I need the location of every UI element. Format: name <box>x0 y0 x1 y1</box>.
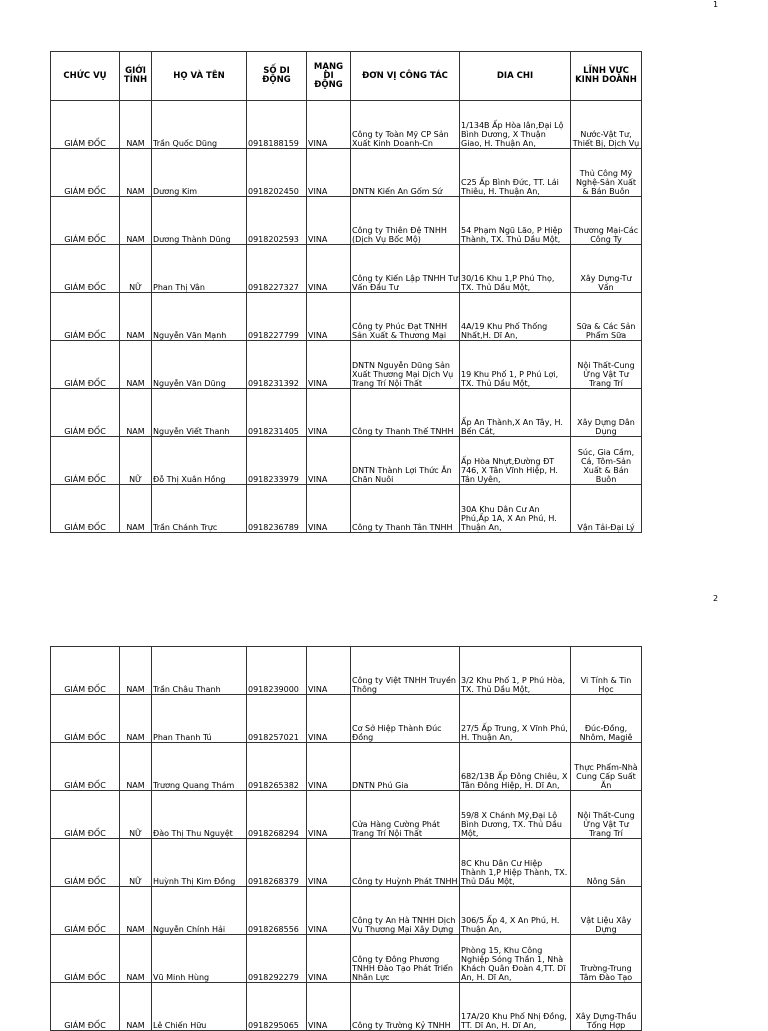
cell-linh-vuc: Sữa & Các Sản Phẩm Sữa <box>571 293 642 341</box>
cell-mang-di-dong: VINA <box>307 485 351 533</box>
cell-don-vi-cong-tac: Công ty An Hà TNHH Dịch Vụ Thương Mại Xây Dựng <box>351 887 460 935</box>
cell-gioi-tinh: NAM <box>120 149 152 197</box>
cell-dia-chi: 30/16 Khu 1,P Phú Thọ, TX. Thủ Dầu Một, <box>460 245 571 293</box>
cell-so-di-dong: 0918268379 <box>247 839 307 887</box>
cell-don-vi-cong-tac: Cửa Hàng Cường Phát Trang Trí Nội Thất <box>351 791 460 839</box>
cell-so-di-dong: 0918292279 <box>247 935 307 983</box>
cell-dia-chi: 1/134B Ấp Hòa lân,Đại Lộ Bình Dương, X Thuận Giao, H. Thuận An, <box>460 101 571 149</box>
cell-dia-chi: C25 Ấp Bình Đức, TT. Lái Thiêu, H. Thuận An, <box>460 149 571 197</box>
cell-chuc-vu: GIÁM ĐỐC <box>51 437 120 485</box>
cell-ho-va-ten: Trần Quốc Dũng <box>152 101 247 149</box>
header-ho-va-ten: HỌ VÀ TÊN <box>152 52 247 101</box>
table-row <box>51 437 642 485</box>
table-row <box>51 839 642 887</box>
cell-don-vi-cong-tac: DNTN Phú Gia <box>351 743 460 791</box>
contact-table-page-2 <box>50 646 642 1031</box>
page-number: 2 <box>713 594 719 603</box>
cell-gioi-tinh: NAM <box>120 101 152 149</box>
cell-chuc-vu: GIÁM ĐỐC <box>51 887 120 935</box>
cell-linh-vuc: Xây Dựng-Tư Vấn <box>571 245 642 293</box>
table-row <box>51 389 642 437</box>
cell-linh-vuc: Thực Phẩm-Nhà Cung Cấp Suất Ăn <box>571 743 642 791</box>
cell-chuc-vu: GIÁM ĐỐC <box>51 245 120 293</box>
cell-so-di-dong: 0918202450 <box>247 149 307 197</box>
header-linh-vuc-kinh-doanh: LĨNH VỰC KINH DOANH <box>571 52 642 101</box>
cell-gioi-tinh: NAM <box>120 341 152 389</box>
cell-gioi-tinh: NAM <box>120 197 152 245</box>
cell-so-di-dong: 0918257021 <box>247 695 307 743</box>
cell-mang-di-dong: VINA <box>307 647 351 695</box>
cell-ho-va-ten: Nguyễn Viết Thanh <box>152 389 247 437</box>
cell-mang-di-dong: VINA <box>307 245 351 293</box>
cell-so-di-dong: 0918188159 <box>247 101 307 149</box>
cell-mang-di-dong: VINA <box>307 935 351 983</box>
cell-gioi-tinh: NAM <box>120 935 152 983</box>
cell-gioi-tinh: NỮ <box>120 245 152 293</box>
table-row <box>51 791 642 839</box>
header-mang-di-dong: MẠNG DI ĐỘNG <box>307 52 351 101</box>
cell-mang-di-dong: VINA <box>307 341 351 389</box>
cell-linh-vuc: Xây Dựng Dân Dụng <box>571 389 642 437</box>
cell-chuc-vu: GIÁM ĐỐC <box>51 149 120 197</box>
cell-linh-vuc: Súc, Gia Cầm, Cá, Tôm-Sản Xuất & Bán Buôn <box>571 437 642 485</box>
cell-mang-di-dong: VINA <box>307 389 351 437</box>
cell-so-di-dong: 0918236789 <box>247 485 307 533</box>
cell-don-vi-cong-tac: Cơ Sở Hiệp Thành Đúc Đồng <box>351 695 460 743</box>
cell-chuc-vu: GIÁM ĐỐC <box>51 293 120 341</box>
cell-mang-di-dong: VINA <box>307 887 351 935</box>
cell-ho-va-ten: Phan Thanh Tú <box>152 695 247 743</box>
cell-linh-vuc: Trường-Trung Tâm Đào Tạo <box>571 935 642 983</box>
cell-linh-vuc: Nông Sản <box>571 839 642 887</box>
cell-so-di-dong: 0918265382 <box>247 743 307 791</box>
cell-chuc-vu: GIÁM ĐỐC <box>51 935 120 983</box>
cell-mang-di-dong: VINA <box>307 293 351 341</box>
cell-don-vi-cong-tac: DNTN Kiến An Gốm Sứ <box>351 149 460 197</box>
header-chuc-vu: CHỨC VỤ <box>51 52 120 101</box>
cell-gioi-tinh: NAM <box>120 695 152 743</box>
cell-don-vi-cong-tac: Công ty Trường Kỷ TNHH <box>351 983 460 1031</box>
cell-chuc-vu: GIÁM ĐỐC <box>51 101 120 149</box>
cell-so-di-dong: 0918239000 <box>247 647 307 695</box>
cell-mang-di-dong: VINA <box>307 983 351 1031</box>
cell-ho-va-ten: Trần Chánh Trực <box>152 485 247 533</box>
cell-don-vi-cong-tac: Công ty Phúc Đạt TNHH Sản Xuất & Thương Mại <box>351 293 460 341</box>
cell-linh-vuc: Nội Thất-Cung Ứng Vật Tư Trang Trí <box>571 791 642 839</box>
table-row <box>51 293 642 341</box>
cell-so-di-dong: 0918233979 <box>247 437 307 485</box>
cell-linh-vuc: Thương Mại-Các Công Ty <box>571 197 642 245</box>
cell-don-vi-cong-tac: DNTN Thành Lợi Thức Ăn Chăn Nuôi <box>351 437 460 485</box>
cell-gioi-tinh: NỮ <box>120 839 152 887</box>
cell-chuc-vu: GIÁM ĐỐC <box>51 791 120 839</box>
cell-ho-va-ten: Phan Thị Vân <box>152 245 247 293</box>
cell-dia-chi: 54 Phạm Ngũ Lão, P Hiệp Thành, TX. Thủ Dầu Một, <box>460 197 571 245</box>
cell-don-vi-cong-tac: Công ty Thanh Thế TNHH <box>351 389 460 437</box>
cell-ho-va-ten: Dương Kim <box>152 149 247 197</box>
header-so-di-dong: SỐ DI ĐỘNG <box>247 52 307 101</box>
cell-linh-vuc: Nội Thất-Cung Ứng Vật Tư Trang Trí <box>571 341 642 389</box>
cell-mang-di-dong: VINA <box>307 839 351 887</box>
cell-mang-di-dong: VINA <box>307 743 351 791</box>
cell-dia-chi: Phòng 15, Khu Công Nghiệp Sóng Thần 1, Nhà Khách Quân Đoàn 4,TT. Dĩ An, H. Dĩ An, <box>460 935 571 983</box>
cell-gioi-tinh: NAM <box>120 485 152 533</box>
table-row <box>51 245 642 293</box>
table-row <box>51 695 642 743</box>
cell-linh-vuc: Vi Tính & Tin Học <box>571 647 642 695</box>
cell-gioi-tinh: NAM <box>120 389 152 437</box>
cell-don-vi-cong-tac: Công ty Thanh Tân TNHH <box>351 485 460 533</box>
cell-mang-di-dong: VINA <box>307 101 351 149</box>
cell-dia-chi: 30A Khu Dân Cư An Phú,Ấp 1A, X An Phú, H. Thuận An, <box>460 485 571 533</box>
cell-mang-di-dong: VINA <box>307 149 351 197</box>
cell-ho-va-ten: Nguyễn Văn Mạnh <box>152 293 247 341</box>
cell-dia-chi: Ấp An Thành,X An Tây, H. Bến Cát, <box>460 389 571 437</box>
cell-gioi-tinh: NAM <box>120 983 152 1031</box>
cell-linh-vuc: Vận Tải-Đại Lý <box>571 485 642 533</box>
cell-so-di-dong: 0918231405 <box>247 389 307 437</box>
cell-chuc-vu: GIÁM ĐỐC <box>51 389 120 437</box>
cell-so-di-dong: 0918202593 <box>247 197 307 245</box>
cell-dia-chi: 27/5 Ấp Trung, X Vĩnh Phú, H. Thuận An, <box>460 695 571 743</box>
table-row <box>51 197 642 245</box>
cell-ho-va-ten: Nguyễn Văn Dũng <box>152 341 247 389</box>
cell-don-vi-cong-tac: Công ty Toàn Mỹ CP Sản Xuất Kinh Doanh-Cn <box>351 101 460 149</box>
table-row <box>51 149 642 197</box>
cell-gioi-tinh: NAM <box>120 293 152 341</box>
cell-ho-va-ten: Đào Thị Thu Nguyệt <box>152 791 247 839</box>
cell-mang-di-dong: VINA <box>307 695 351 743</box>
cell-so-di-dong: 0918227799 <box>247 293 307 341</box>
table-row <box>51 485 642 533</box>
cell-chuc-vu: GIÁM ĐỐC <box>51 743 120 791</box>
cell-dia-chi: Ấp Hòa Nhựt,Đường ĐT 746, X Tân Vĩnh Hiệp, H. Tân Uyên, <box>460 437 571 485</box>
cell-so-di-dong: 0918268294 <box>247 791 307 839</box>
cell-ho-va-ten: Vũ Minh Hùng <box>152 935 247 983</box>
cell-gioi-tinh: NAM <box>120 887 152 935</box>
cell-linh-vuc: Nước-Vật Tư, Thiết Bị, Dịch Vụ <box>571 101 642 149</box>
cell-don-vi-cong-tac: Công ty Huỳnh Phát TNHH <box>351 839 460 887</box>
header-dia-chi: DIA CHI <box>460 52 571 101</box>
cell-gioi-tinh: NAM <box>120 743 152 791</box>
cell-linh-vuc: Đúc-Đồng, Nhôm, Magiê <box>571 695 642 743</box>
cell-dia-chi: 682/13B Ấp Đông Chiêu, X Tân Đông Hiệp, H. Dĩ An, <box>460 743 571 791</box>
cell-mang-di-dong: VINA <box>307 437 351 485</box>
cell-dia-chi: 19 Khu Phố 1, P Phú Lợi, TX. Thủ Dầu Một, <box>460 341 571 389</box>
cell-dia-chi: 4A/19 Khu Phố Thống Nhất,H. Dĩ An, <box>460 293 571 341</box>
cell-ho-va-ten: Dương Thành Dũng <box>152 197 247 245</box>
cell-so-di-dong: 0918227327 <box>247 245 307 293</box>
table-row <box>51 887 642 935</box>
cell-chuc-vu: GIÁM ĐỐC <box>51 983 120 1031</box>
cell-don-vi-cong-tac: Công ty Thiên Đệ TNHH (Dịch Vụ Bốc Mộ) <box>351 197 460 245</box>
table-header-row <box>51 52 642 101</box>
cell-don-vi-cong-tac: Công ty Đông Phương TNHH Đào Tạo Phát Triển Nhân Lực <box>351 935 460 983</box>
cell-linh-vuc: Vật Liệu Xây Dựng <box>571 887 642 935</box>
cell-dia-chi: 59/8 X Chánh Mỹ,Đại Lộ Bình Dương, TX. Thủ Dầu Một, <box>460 791 571 839</box>
cell-gioi-tinh: NAM <box>120 647 152 695</box>
cell-ho-va-ten: Nguyễn Chính Hải <box>152 887 247 935</box>
cell-ho-va-ten: Huỳnh Thị Kim Đồng <box>152 839 247 887</box>
cell-don-vi-cong-tac: Công ty Kiến Lập TNHH Tư Vấn Đầu Tư <box>351 245 460 293</box>
cell-chuc-vu: GIÁM ĐỐC <box>51 839 120 887</box>
cell-ho-va-ten: Trần Châu Thanh <box>152 647 247 695</box>
cell-linh-vuc: Thủ Công Mỹ Nghệ-Sản Xuất & Bán Buôn <box>571 149 642 197</box>
cell-so-di-dong: 0918295065 <box>247 983 307 1031</box>
cell-dia-chi: 306/5 Ấp 4, X An Phú, H. Thuận An, <box>460 887 571 935</box>
table-row <box>51 743 642 791</box>
table-row <box>51 101 642 149</box>
cell-chuc-vu: GIÁM ĐỐC <box>51 197 120 245</box>
cell-ho-va-ten: Trương Quang Thám <box>152 743 247 791</box>
cell-don-vi-cong-tac: DNTN Nguyễn Dũng Sản Xuất Thương Mại Dịch Vụ Trang Trí Nội Thất <box>351 341 460 389</box>
cell-mang-di-dong: VINA <box>307 197 351 245</box>
cell-chuc-vu: GIÁM ĐỐC <box>51 647 120 695</box>
table-row <box>51 647 642 695</box>
table-body <box>51 101 642 533</box>
cell-chuc-vu: GIÁM ĐỐC <box>51 695 120 743</box>
cell-gioi-tinh: NỮ <box>120 437 152 485</box>
cell-dia-chi: 8C Khu Dân Cư Hiệp Thành 1,P Hiệp Thành, TX. Thủ Dầu Một, <box>460 839 571 887</box>
cell-linh-vuc: Xây Dựng-Thầu Tổng Hợp <box>571 983 642 1031</box>
cell-mang-di-dong: VINA <box>307 791 351 839</box>
header-gioi-tinh: GIỚI TÍNH <box>120 52 152 101</box>
cell-ho-va-ten: Lê Chiến Hữu <box>152 983 247 1031</box>
cell-dia-chi: 3/2 Khu Phố 1, P Phú Hòa, TX. Thủ Dầu Một, <box>460 647 571 695</box>
page-number: 1 <box>713 0 719 9</box>
header-don-vi-cong-tac: ĐƠN VỊ CÔNG TÁC <box>351 52 460 101</box>
cell-chuc-vu: GIÁM ĐỐC <box>51 341 120 389</box>
cell-chuc-vu: GIÁM ĐỐC <box>51 485 120 533</box>
cell-don-vi-cong-tac: Công ty Việt TNHH Truyền Thông <box>351 647 460 695</box>
cell-so-di-dong: 0918268556 <box>247 887 307 935</box>
table-row <box>51 341 642 389</box>
cell-ho-va-ten: Đỗ Thị Xuân Hồng <box>152 437 247 485</box>
table-row <box>51 983 642 1031</box>
cell-gioi-tinh: NỮ <box>120 791 152 839</box>
contact-table-page-1 <box>50 51 642 533</box>
cell-dia-chi: 17A/20 Khu Phố Nhị Đồng, TT. Dĩ An, H. Dĩ An, <box>460 983 571 1031</box>
table-body <box>51 647 642 1031</box>
cell-so-di-dong: 0918231392 <box>247 341 307 389</box>
table-row <box>51 935 642 983</box>
